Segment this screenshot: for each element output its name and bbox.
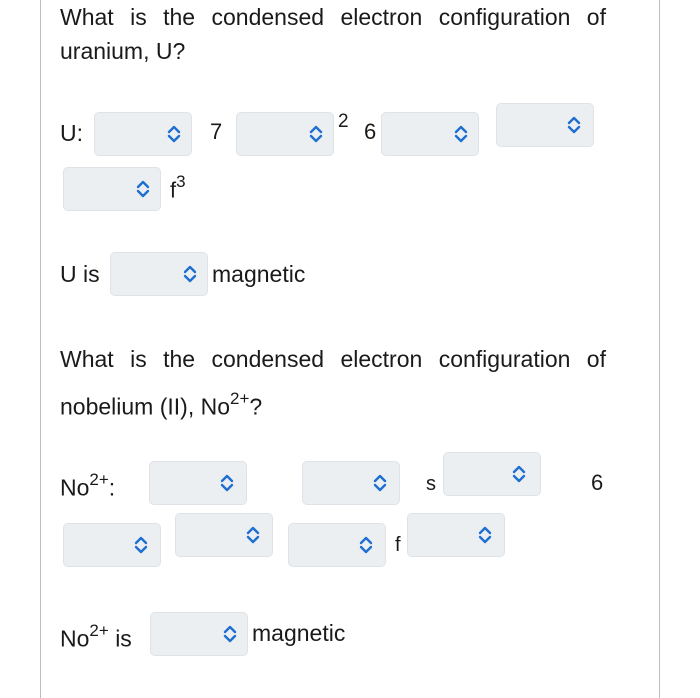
- no-select-3[interactable]: [443, 452, 541, 496]
- no-select-4[interactable]: [63, 523, 161, 567]
- no-select-6[interactable]: [288, 523, 386, 567]
- no-magnetic-suffix: magnetic: [252, 620, 346, 646]
- chevron-up-down-icon: [359, 536, 373, 554]
- no-token-6: 6: [591, 470, 604, 495]
- u-select-3[interactable]: [381, 112, 479, 156]
- u-select-2[interactable]: [236, 112, 334, 156]
- chevron-up-down-icon: [567, 116, 581, 134]
- no-config-label: $No^{2+}$:: [60, 470, 116, 501]
- u-select-4[interactable]: [496, 103, 594, 147]
- no-token-f: f: [395, 534, 401, 556]
- no-select-7[interactable]: [407, 513, 505, 557]
- u-magnetic-select[interactable]: [110, 252, 208, 296]
- u-token-sup-2: 2: [338, 111, 349, 132]
- chevron-up-down-icon: [167, 125, 181, 143]
- chevron-up-down-icon: [373, 474, 387, 492]
- u-token-7: 7: [210, 119, 223, 144]
- u-select-1[interactable]: [94, 112, 192, 156]
- u-config-label: U:: [60, 120, 83, 146]
- u-magnetic-suffix: magnetic: [212, 261, 306, 287]
- u-token-f-sup: 3: [176, 172, 186, 191]
- chevron-up-down-icon: [478, 526, 492, 544]
- chevron-up-down-icon: [223, 625, 237, 643]
- no-magnetic-select[interactable]: [150, 612, 248, 656]
- question-1-text: What is the condensed electron configuration of uranium, U?: [60, 4, 606, 64]
- chevron-up-down-icon: [134, 536, 148, 554]
- no-magnetic-prefix: $No^{2+}$ is: [60, 621, 132, 652]
- chevron-up-down-icon: [309, 125, 323, 143]
- u-token-f3: [170, 170, 186, 204]
- question-2-text: What is the condensed electron configuration of nobelium (II), $No^{2+}$?: [60, 346, 606, 420]
- u-select-5[interactable]: [63, 167, 161, 211]
- chevron-up-down-icon: [454, 125, 468, 143]
- chevron-up-down-icon: [220, 474, 234, 492]
- chevron-up-down-icon: [246, 526, 260, 544]
- no-select-5[interactable]: [175, 513, 273, 557]
- no-select-1[interactable]: [149, 461, 247, 505]
- chevron-up-down-icon: [183, 265, 197, 283]
- chevron-up-down-icon: [512, 465, 526, 483]
- u-magnetic-prefix: U is: [60, 261, 100, 287]
- no-token-s: s: [426, 473, 436, 495]
- u-token-6: 6: [364, 119, 377, 144]
- u-token-f: f: [170, 177, 177, 203]
- chevron-up-down-icon: [136, 180, 150, 198]
- no-select-2[interactable]: [302, 461, 400, 505]
